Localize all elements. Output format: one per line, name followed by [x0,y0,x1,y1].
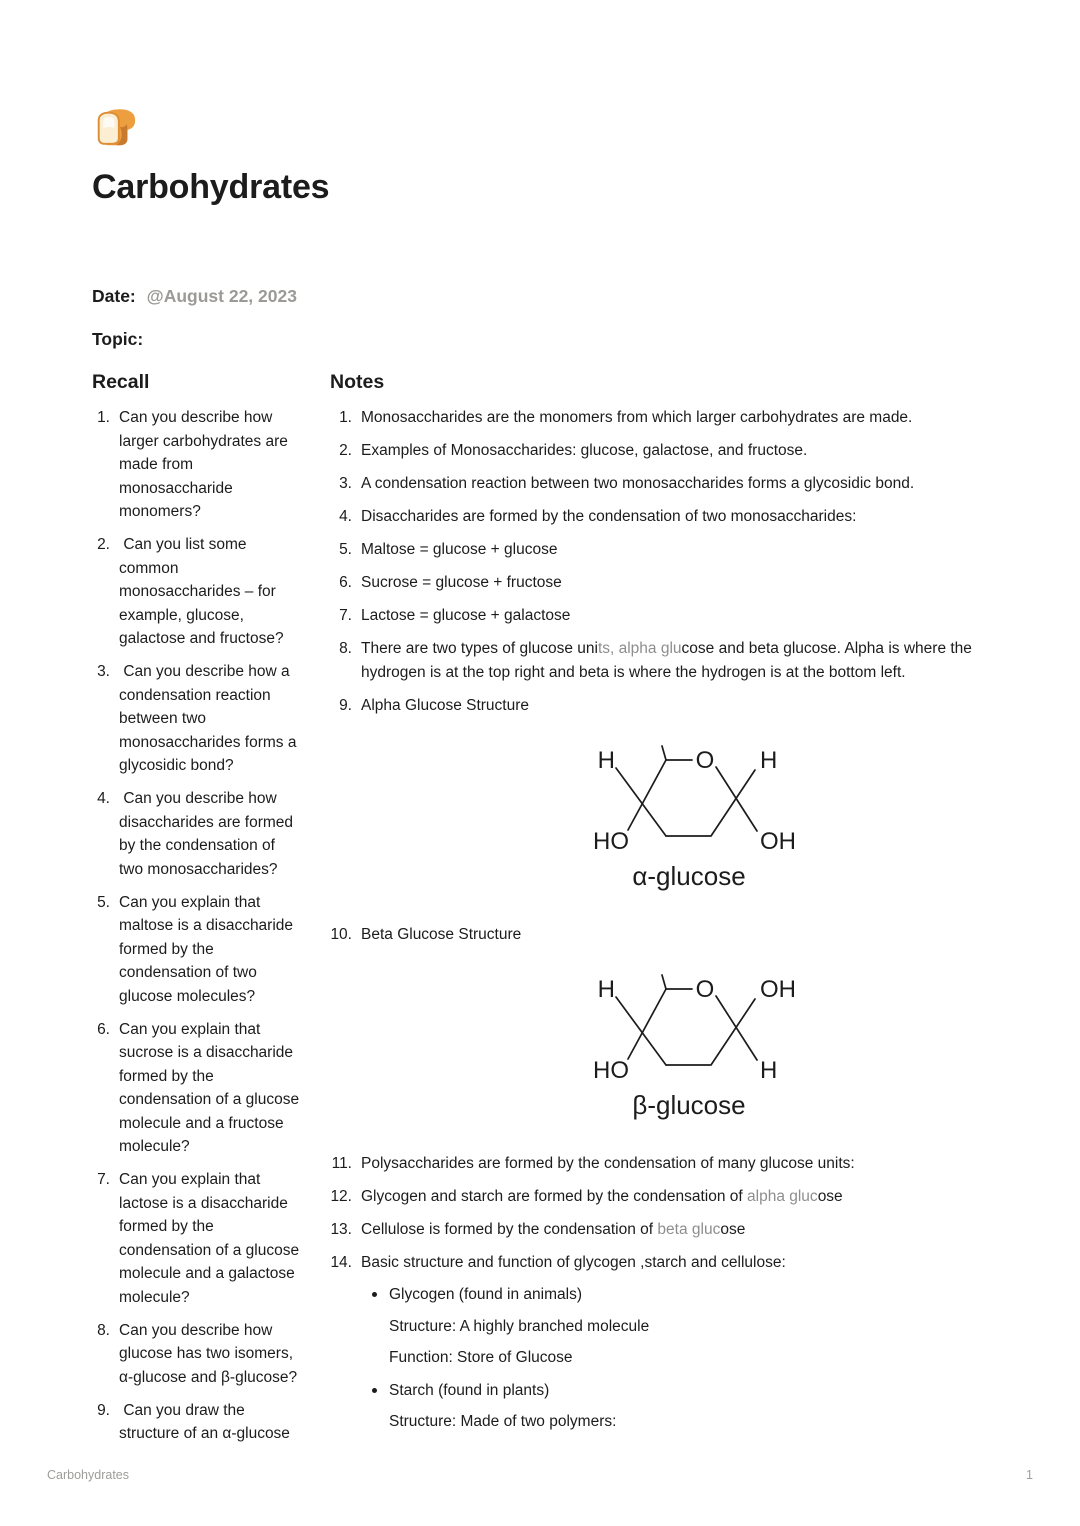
note-item [330,637,996,684]
note-item-number: 7. [339,607,352,624]
note-item-text: Examples of Monosaccharides: glucose, galactose, and fructose. [361,442,808,459]
note-item-number: 8. [339,640,352,657]
note-item-text: Monosaccharides are the monomers from which larger carbohydrates are made. [361,409,913,426]
note-item-body [361,439,996,463]
recall-item-text: Can you describe how glucose has two isomers, α-glucose and β-glucose? [119,1321,298,1386]
recall-item-number: 4. [97,790,110,807]
atom-labels [593,976,796,1084]
recall-item-text: Can you explain that lactose is a disaccharide formed by the condensation of a glucose molecule and a galactose molecule? [119,1171,300,1306]
bullet-dot-icon [372,1292,377,1297]
bullet-sub-text: Function: Store of Glucose [389,1349,573,1366]
recall-item-number: 6. [97,1020,110,1038]
note-item-number: 12. [330,1187,352,1205]
date-value: @August 22, 2023 [146,286,297,306]
note-item [330,472,996,496]
recall-item [92,1319,330,1390]
note-item [330,923,996,1143]
recall-item-text: Can you explain that sucrose is a disaccharide formed by the condensation of a glucose molecule and a fructose molecule? [119,1020,300,1155]
recall-item [92,891,330,1009]
page-footer [47,1468,1033,1483]
ring-bonds [616,975,757,1065]
note-item-text: Polysaccharides are formed by the condensation of many glucose units: [361,1154,855,1172]
note-item-body [361,406,996,430]
note-item-body [361,1251,996,1434]
note-item-body [361,1152,996,1176]
note-item-body [361,472,996,496]
note-item-text: There are two types of glucose units, alpha glucose and beta glucose. Alpha is where the hydrogen is at the top right and beta is where the hydrogen is at the bottom left. [361,640,972,681]
note-item-body [361,604,996,628]
bullet-item [372,1283,996,1307]
recall-list [92,406,330,1446]
recall-item-number: 7. [97,1171,110,1188]
top-right-label: H [760,747,778,774]
ring-oxygen-label: O [695,976,715,1003]
recall-item [92,660,330,778]
note-item-text: Beta Glucose Structure [361,925,522,943]
note-item [330,1185,996,1209]
page-title: Carbohydrates [92,168,330,206]
bottom-right-label: OH [760,828,796,855]
bullet-item [372,1379,996,1403]
ring-oxygen-label: O [695,747,715,774]
note-item [330,505,996,529]
note-item-number: 9. [339,696,352,714]
recall-item-text: Can you describe how a condensation reaction between two monosaccharides forms a glycosidic bond? [119,663,297,774]
note-item [330,571,996,595]
note-item-body [361,1218,996,1242]
bullet-dot-icon [372,1388,377,1393]
note-item [330,694,996,914]
note-item [330,439,996,463]
footer-title: Carbohydrates [47,1468,129,1482]
note-item [330,1218,996,1242]
footer-page-number: 1 [1026,1468,1033,1482]
recall-item [92,1168,330,1309]
note-item-number: 11. [331,1154,352,1172]
note-item [330,1251,996,1434]
notes-list [330,406,996,1434]
note-item-text: Basic structure and function of glycogen ,starch and cellulose: [361,1253,786,1271]
recall-item-number: 1. [97,409,110,426]
bottom-left-label: HO [593,1057,629,1084]
note-item-body [361,637,996,684]
note-item-number: 6. [339,574,352,591]
note-item [330,604,996,628]
note-item-text: Sucrose = glucose + fructose [361,574,562,591]
date-row [92,286,996,306]
recall-item [92,1018,330,1159]
atom-labels [593,747,796,855]
note-item-text: Cellulose is formed by the condensation of beta glucose [361,1220,746,1238]
note-item-number: 13. [330,1220,352,1238]
recall-item-text: Can you list some common monosaccharides – for example, glucose, galactose and fructose? [119,536,284,647]
recall-item-number: 8. [97,1321,110,1339]
recall-item-text: Can you describe how larger carbohydrates are made from monosaccharide monomers? [119,409,288,520]
note-item-number: 2. [339,442,352,459]
note-item-body [361,505,996,529]
two-column-layout [92,371,996,1455]
note-item-number: 5. [339,541,352,558]
note-item-number: 4. [339,508,352,525]
recall-item-text: Can you describe how disaccharides are formed by the condensation of two monosaccharides? [119,790,294,878]
beta-glucose-figure [571,964,811,1122]
topic-label: Topic: [92,329,144,349]
note-item-text: A condensation reaction between two monosaccharides forms a glycosidic bond. [361,475,915,492]
topic-row [92,329,996,349]
recall-item [92,787,330,881]
bullet-sub-text: Structure: Made of two polymers: [389,1413,617,1430]
top-left-label: H [597,976,615,1003]
date-label: Date: [92,286,136,306]
note-item [330,406,996,430]
recall-item [92,406,330,524]
note-item-body [361,538,996,562]
bullet-text: Glycogen (found in animals) [389,1286,582,1303]
note-item-body [361,1185,996,1209]
note-item-number: 1. [339,409,352,426]
notes-column [330,371,996,1455]
note-item-number: 3. [339,475,352,492]
bullet-text: Starch (found in plants) [389,1381,550,1399]
top-left-label: H [597,747,615,774]
recall-item-text: Can you draw the structure of an α-glucose [119,1401,290,1442]
note-item-text: Alpha Glucose Structure [361,696,530,714]
figure-caption: α-glucose [632,861,746,891]
note-item-text: Disaccharides are formed by the condensation of two monosaccharides: [361,508,857,525]
recall-item [92,1399,330,1446]
bottom-right-label: H [760,1057,778,1084]
recall-item-number: 3. [97,663,110,680]
recall-item-number: 9. [97,1401,110,1419]
note-item [330,538,996,562]
note-item-text: Glycogen and starch are formed by the condensation of alpha glucose [361,1187,843,1205]
recall-heading: Recall [92,371,150,393]
bullet-sub-text: Structure: A highly branched molecule [389,1317,650,1335]
recall-item-number: 5. [97,893,110,911]
notes-heading: Notes [330,371,385,393]
recall-item-text: Can you explain that maltose is a disaccharide formed by the condensation of two glucose molecules? [119,893,294,1005]
note-item-body [361,694,996,914]
recall-column [92,371,330,1455]
note-item [330,1152,996,1176]
figure-caption: β-glucose [632,1090,746,1120]
note-item-body [361,923,996,1143]
note-item-body [361,571,996,595]
ring-bonds [616,746,757,836]
alpha-glucose-figure [571,735,811,893]
note-item-text: Maltose = glucose + glucose [361,541,558,558]
bottom-left-label: HO [593,828,629,855]
note-item-text: Lactose = glucose + galactose [361,607,571,624]
top-right-label: OH [760,976,796,1003]
bread-icon-graphic [92,105,138,151]
bread-icon [92,105,138,151]
note-item-number: 10. [330,925,352,943]
note-item-number: 14. [330,1253,352,1271]
recall-item [92,533,330,651]
recall-item-number: 2. [97,536,110,553]
